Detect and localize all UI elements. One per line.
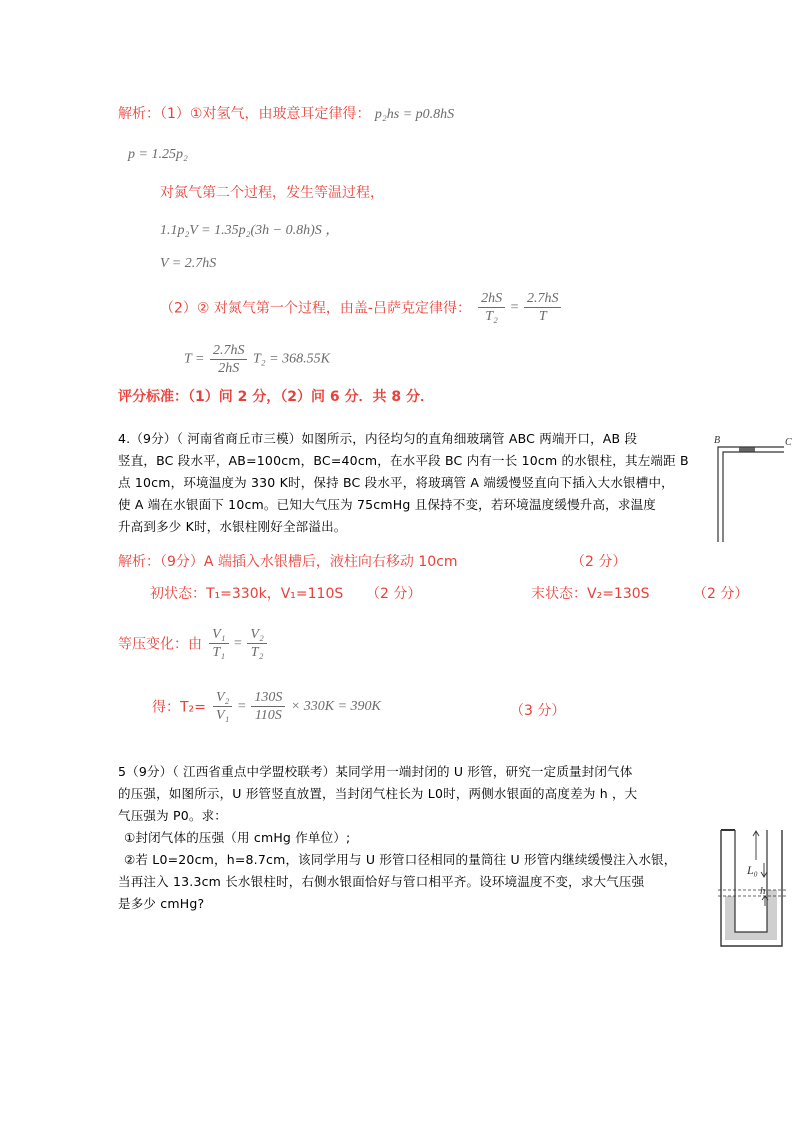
- label-c: C: [785, 437, 792, 448]
- sol4-initial-score: （2 分）: [366, 586, 422, 602]
- mercury-bottom: [725, 932, 777, 940]
- sol4-final: 末状态：V₂=130S: [531, 586, 650, 602]
- label-l0: L₀: [747, 863, 758, 877]
- sol4-final-score: （2 分）: [693, 586, 749, 602]
- mercury-column: [739, 448, 755, 452]
- q4-line5: 升高到多少 K时，水银柱刚好全部溢出。: [118, 519, 347, 534]
- frac-num: V₂: [247, 626, 266, 644]
- sol3-line5-eq: V = 2.7hS: [160, 256, 217, 271]
- frac-den: T₂: [485, 309, 498, 324]
- eq-lhs: T =: [184, 351, 205, 367]
- q5-utube-figure: [716, 826, 794, 950]
- sol4-result-label: 得：T₂=: [152, 699, 206, 716]
- sol3-line6-text: （2）② 对氮气第一个过程，由盖-吕萨克定律得：: [160, 300, 471, 317]
- sol3-line1-eq: p₂hs = p0.8hS: [374, 107, 455, 122]
- sol4-initial: 初状态：T₁=330k，V₁=110S: [150, 586, 344, 602]
- q4-line2: 竖直，BC 段水平，AB=100cm，BC=40cm，在水平段 BC 内有一长 10cm 的水银柱，其左端距 B: [118, 453, 689, 468]
- q5-line3: 气压强为 P0。求：: [118, 808, 227, 823]
- frac-num: 130S: [251, 689, 285, 707]
- sol4-result-score: （3 分）: [510, 703, 566, 719]
- q4-line1: 4.（9分）（ 河南省商丘市三模）如图所示，内径均匀的直角细玻璃管 ABC 两端开口，AB 段: [118, 431, 638, 446]
- frac-num: 2hS: [478, 290, 505, 308]
- frac-den: T: [538, 309, 547, 324]
- q5-text: [118, 761, 676, 915]
- q5-line2: 的压强，如图所示，U 形管竖直放置，当封闭气柱长为 L0时，两侧水银面的高度差为 h ，大: [118, 786, 638, 801]
- sol4-isobaric: 等压变化：由: [118, 636, 202, 653]
- sol4-line1-score: （2 分）: [571, 554, 627, 570]
- eq-tail: × 330K = 390K: [290, 698, 381, 714]
- q5-line7: 是多少 cmHg?: [118, 896, 205, 911]
- sol3-line7-eq: [184, 342, 330, 377]
- sol3-line4-eq: 1.1p₂V = 1.35p₂(3h − 0.8h)S ，: [160, 223, 340, 238]
- q5-line6: 当再注入 13.3cm 长水银柱时，右侧水银面恰好与管口相平齐。设环境温度不变，求大气压强: [118, 874, 645, 889]
- label-h: h: [760, 885, 766, 897]
- label-b: B: [714, 435, 721, 446]
- eq-rhs: T₂ = 368.55K: [252, 351, 330, 367]
- sol3-scoring: 评分标准：（1）问 2 分，（2）问 6 分．共 8 分．: [118, 389, 434, 405]
- sol3-line6-equation: $\frac{2hS}{\text{T₂}}$ = $\frac{2.7hS}{T}$: [476, 300, 563, 315]
- frac-num: 2.7hS: [524, 290, 562, 308]
- q4-text: [118, 428, 689, 538]
- q5-line1: 5（9分）（ 江西省重点中学盟校联考）某同学用一端封闭的 U 形管，研究一定质量封闭气体: [118, 764, 633, 779]
- sol4-isobaric-eq: $\frac{\text{V₁}}{\text{T₁}}$ = $\frac{\text{V₂}}{\text{T₂}}$: [207, 636, 269, 651]
- tube-inner-wall: [723, 452, 784, 542]
- frac-num: V₁: [209, 626, 228, 644]
- q4-line3: 点 10cm，环境温度为 330 K时，保持 BC 段水平，将玻璃管 A 端缓慢竖直向下插入大水银槽中，: [118, 475, 674, 490]
- frac-den: T₂: [250, 645, 264, 660]
- frac-num: V₂: [213, 689, 232, 707]
- q5-line5: ②若 L0=20cm，h=8.7cm，该同学用与 U 形管口径相同的量筒往 U 形管内继续缓慢注入水银，: [124, 852, 677, 867]
- q4-tube-figure: [708, 430, 794, 544]
- frac-den: V₁: [216, 708, 230, 723]
- q4-line4: 使 A 端在水银面下 10cm。已知大气压为 75cmHg 且保持不变，若环境温度缓慢升高，求温度: [118, 497, 656, 512]
- frac-den: 110S: [254, 708, 282, 723]
- frac-den: T₁: [212, 645, 226, 660]
- sol3-line1-text: 解析：（1）①对氢气，由玻意耳定律得：: [118, 106, 371, 122]
- sol4-result-eq: $\frac{\text{V₂}}{\text{V₁}}$ = $\frac{130S}{110S}$ × 330K = 390K: [211, 699, 381, 714]
- sol4-line1: 解析：（9分）A 端插入水银槽后，液柱向右移动 10cm: [118, 554, 458, 570]
- frac-num: 2.7hS: [210, 342, 248, 360]
- tube-outer-wall: [718, 447, 784, 542]
- sol3-line2-eq: p = 1.25p₂: [128, 147, 188, 162]
- q5-line4: ①封闭气体的压强（用 cmHg 作单位）;: [124, 830, 351, 845]
- sol3-line3-text: 对氮气第二个过程，发生等温过程，: [160, 185, 384, 201]
- frac-den: 2hS: [218, 361, 240, 376]
- utube-inner: [735, 830, 767, 932]
